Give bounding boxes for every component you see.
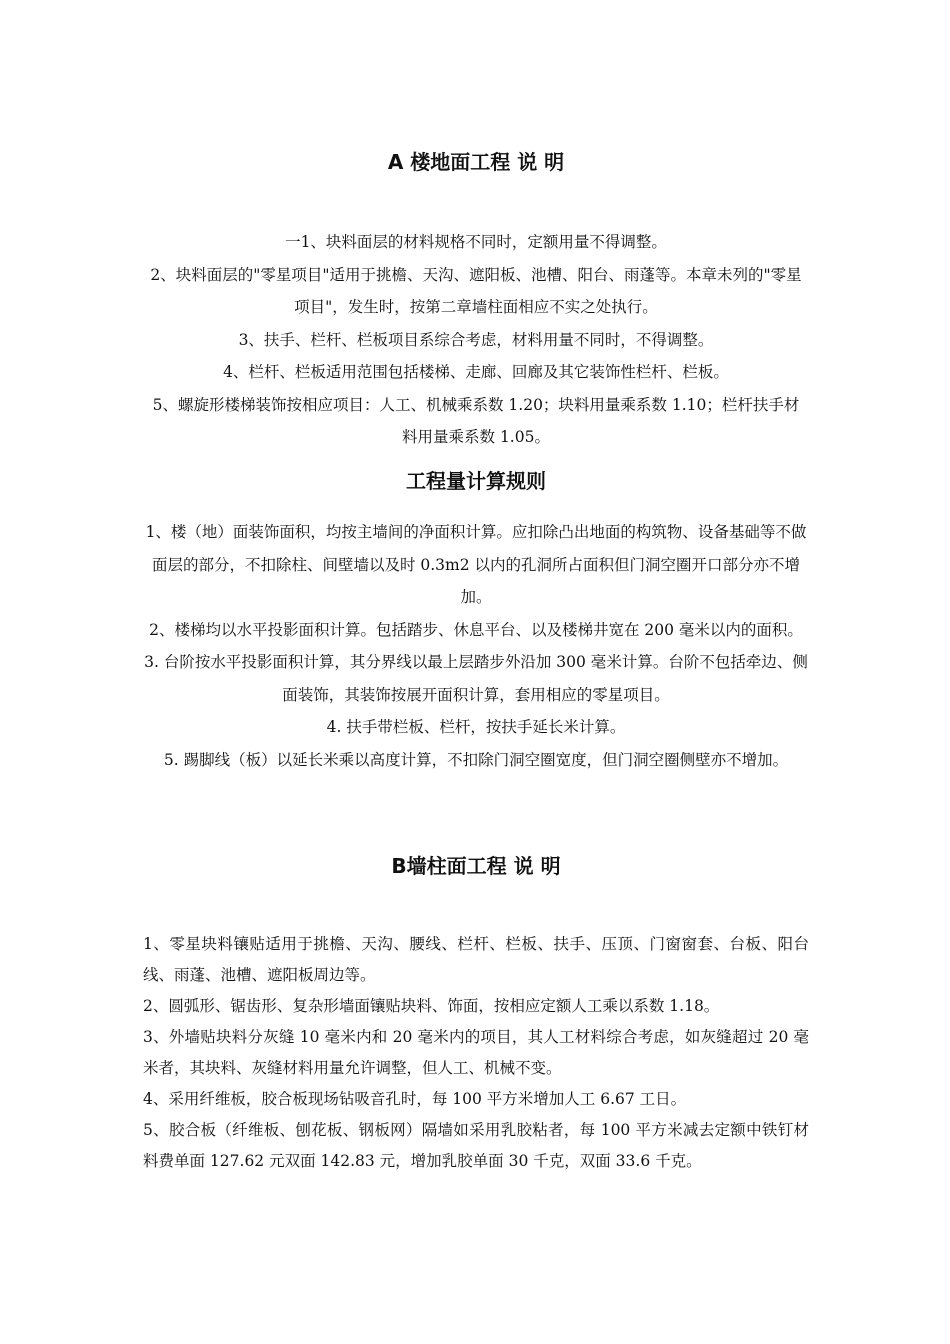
rules-item: 3. 台阶按水平投影面积计算，其分界线以最上层踏步外沿加 300 毫米计算。台阶不包括牵边、侧面装饰，其装饰按展开面积计算，套用相应的零星项目。 — [144, 653, 808, 704]
rules-list — [143, 516, 809, 776]
section-a-item: 2、块料面层的"零星项目"适用于挑檐、天沟、遮阳板、池槽、阳台、雨蓬等。本章未列的"零星项目"，发生时，按第二章墙柱面相应不实之处执行。 — [150, 265, 802, 316]
section-b-item: 3、外墙贴块料分灰缝 10 毫米内和 20 毫米内的项目，其人工材料综合考虑，如灰缝超过 20 毫米者，其块料、灰缝材料用量允许调整，但人工、机械不变。 — [143, 1028, 809, 1077]
rules-item: 4. 扶手带栏板、栏杆，按扶手延长米计算。 — [326, 718, 626, 736]
section-a-item: 一1、块料面层的材料规格不同时，定额用量不得调整。 — [285, 233, 667, 251]
section-b-title: B墙柱面工程 说 明 — [391, 854, 561, 878]
rules-item: 1、楼（地）面装饰面积，均按主墙间的净面积计算。应扣除凸出地面的构筑物、设备基础等不做面层的部分，不扣除柱、间壁墙以及时 0.3m2 以内的孔洞所占面积但门洞空圈开口部分亦不增加。 — [145, 523, 807, 606]
rules-item: 2、楼梯均以水平投影面积计算。包括踏步、休息平台、以及楼梯井宽在 200 毫米以内的面积。 — [149, 620, 803, 639]
section-a-item: 5、螺旋形楼梯装饰按相应项目：人工、机械乘系数 1.20；块料用量乘系数 1.10；栏杆扶手材料用量乘系数 1.05。 — [152, 395, 800, 446]
section-b-item: 2、圆弧形、锯齿形、复杂形墙面镶贴块料、饰面，按相应定额人工乘以系数 1.18。 — [143, 997, 720, 1015]
section-b-item: 4、采用纤维板，胶合板现场钻吸音孔时，每 100 平方米增加人工 6.67 工日。 — [143, 1090, 687, 1108]
section-a-list — [143, 226, 809, 454]
section-b-item: 5、胶合板（纤维板、刨花板、钢板网）隔墙如采用乳胶粘者，每 100 平方米减去定额中铁钉材料费单面 127.62 元双面 142.83 元，增加乳胶单面 30 千克，双面 33.6 千克。 — [143, 1121, 809, 1170]
section-a-item: 4、栏杆、栏板适用范围包括楼梯、走廊、回廊及其它装饰性栏杆、栏板。 — [223, 363, 729, 381]
section-a-item: 3、扶手、栏杆、栏板项目系综合考虑，材料用量不同时，不得调整。 — [238, 330, 714, 349]
rules-item: 5. 踢脚线（板）以延长米乘以高度计算，不扣除门洞空圈宽度，但门洞空圈侧壁亦不增加。 — [163, 750, 789, 769]
section-b-item: 1、零星块料镶贴适用于挑檐、天沟、腰线、栏杆、栏板、扶手、压顶、门窗窗套、台板、阳台线、雨蓬、池槽、遮阳板周边等。 — [143, 935, 809, 984]
rules-title: 工程量计算规则 — [406, 469, 546, 493]
section-a-title: A 楼地面工程 说 明 — [387, 150, 565, 174]
section-b-list — [143, 929, 809, 1177]
